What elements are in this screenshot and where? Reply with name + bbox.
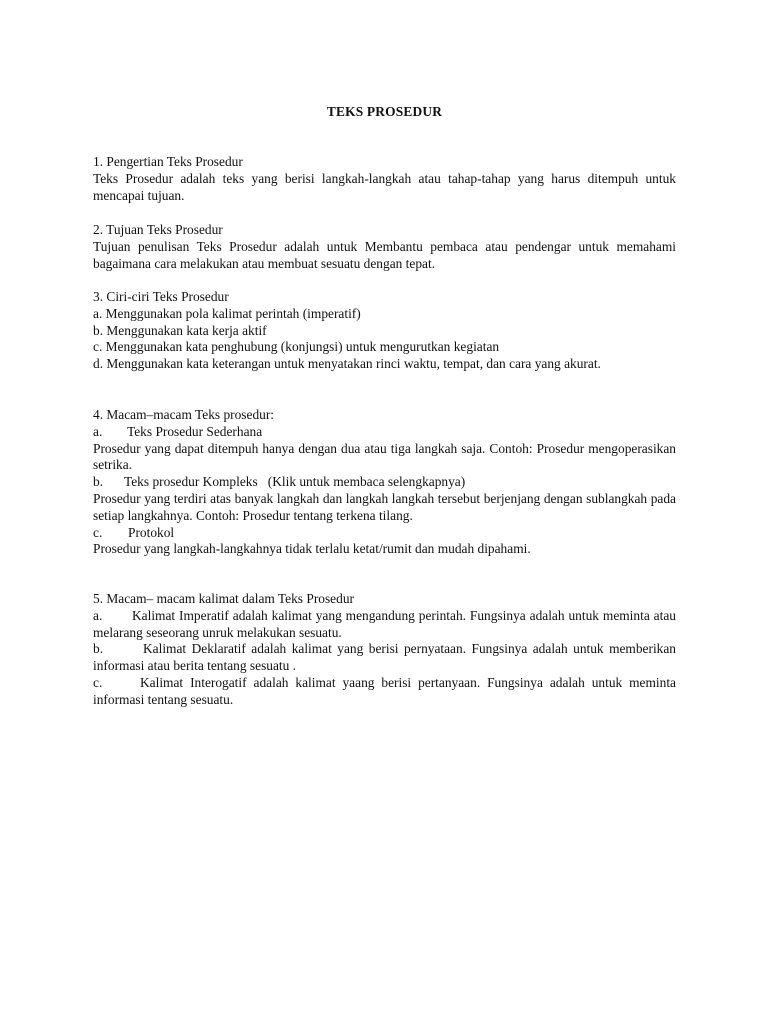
list-item [93, 608, 676, 642]
subheading-label: Teks Prosedur Sederhana [127, 423, 263, 439]
section-macam-kalimat [93, 591, 676, 709]
section-body: Prosedur yang dapat ditempuh hanya dengan dua atau tiga langkah saja. Contoh: Prosedur mengoperasikan setrika. [93, 440, 676, 473]
list-item [93, 675, 676, 709]
list-marker: c. [93, 674, 103, 690]
document-title: TEKS PROSEDUR [326, 104, 443, 119]
section-heading: 3. Ciri-ciri Teks Prosedur [93, 289, 229, 304]
subheading-kompleks [93, 474, 676, 491]
read-more-link[interactable]: (Klik untuk membaca selengkapnya) [267, 474, 466, 490]
list-item: c. Menggunakan kata penghubung (konjungsi) untuk mengurutkan kegiatan [93, 339, 500, 355]
section-macam-teks [93, 407, 676, 558]
list-marker: b. [93, 641, 104, 657]
list-marker: a. [93, 423, 103, 439]
list-marker: b. [93, 474, 104, 490]
subheading-label: Protokol [128, 524, 175, 540]
list-item-text: Kalimat Interogatif adalah kalimat yaang berisi pertanyaan. Fungsinya adalah untuk meminta informasi tentang sesuatu. [93, 674, 676, 707]
section-heading: 1. Pengertian Teks Prosedur [93, 154, 243, 169]
section-pengertian [93, 154, 676, 204]
subheading-label: Teks prosedur Kompleks [124, 474, 258, 490]
list-item-text: Kalimat Imperatif adalah kalimat yang mengandung perintah. Fungsinya adalah untuk meminta atau melarang seseorang unruk melakukan sesuatu. [93, 607, 676, 640]
section-body: Tujuan penulisan Teks Prosedur adalah untuk Membantu pembaca atau pendengar untuk memahami bagaimana cara melakukan atau membuat sesuatu dengan tepat. [93, 238, 676, 271]
section-heading: 5. Macam– macam kalimat dalam Teks Prosedur [93, 591, 354, 606]
list-marker: a. [93, 607, 103, 623]
section-body: Prosedur yang langkah-langkahnya tidak terlalu ketat/rumit dan mudah dipahami. [93, 541, 531, 557]
section-tujuan [93, 222, 676, 272]
section-body: Prosedur yang terdiri atas banyak langkah dan langkah langkah tersebut berjenjang dengan sublangkah pada setiap langkahnya. Contoh: Prosedur tentang terkena tilang. [93, 490, 676, 523]
list-marker: c. [93, 524, 103, 540]
list-item: a. Menggunakan pola kalimat perintah (imperatif) [93, 305, 361, 321]
list-item-text: Kalimat Deklaratif adalah kalimat yang berisi pernyataan. Fungsinya adalah untuk memberikan informasi atau berita tentang sesuatu . [93, 641, 676, 674]
section-body: Teks Prosedur adalah teks yang berisi langkah-langkah atau tahap-tahap yang harus ditempuh untuk mencapai tujuan. [93, 170, 676, 203]
list-item: b. Menggunakan kata kerja aktif [93, 322, 267, 338]
document-page [93, 0, 676, 1024]
list-item: d. Menggunakan kata keterangan untuk menyatakan rinci waktu, tempat, dan cara yang akurat. [93, 356, 601, 372]
section-ciri-ciri [93, 289, 676, 373]
section-heading: 4. Macam–macam Teks prosedur: [93, 407, 275, 422]
subheading-protokol [93, 525, 676, 542]
section-heading: 2. Tujuan Teks Prosedur [93, 222, 223, 237]
subheading-sederhana [93, 424, 676, 441]
list-item [93, 641, 676, 675]
